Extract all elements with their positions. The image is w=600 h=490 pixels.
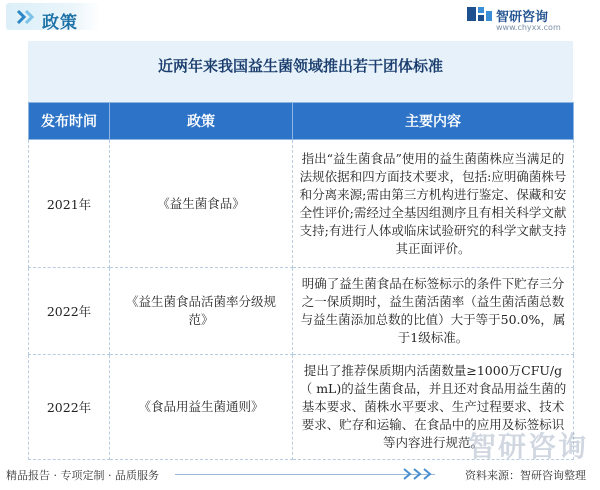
row-policy: 《益生菌食品活菌率分级规范》 [110, 268, 293, 355]
header [0, 0, 600, 36]
row-year: 2022年 [29, 268, 110, 355]
row-content: 指出“益生菌食品”使用的益生菌菌株应当满足的法规依据和四方面技术要求，包括:应明确菌株号和分离来源;需由第三方机构进行鉴定、保藏和安全性评价;需经过全基因组测序且有相关科学文献支持;有进行人体或临床试验研究的科学文献支持其正面评价。 [293, 140, 574, 268]
source-note: 资料来源：智研咨询整理 [465, 469, 586, 482]
table-row [29, 140, 574, 268]
row-content: 明确了益生菌食品在标签标示的条件下贮存三分之一保质期时，益生菌活菌率（益生菌活菌总数与益生菌添加总数的比值）大于等于50.0%，属于1级标准。 [293, 268, 574, 355]
brand-url: www.chyxx.com [496, 23, 561, 32]
row-year: 2021年 [29, 140, 110, 268]
row-content: 提出了推荐保质期内活菌数量≥1000万CFU/g（ mL)的益生菌食品，并且还对食品用益生菌的基本要求、菌株水平要求、生产过程要求、技术要求、贮存和运输、在食品中的应用及标签标识等内容进行规范。 [293, 355, 574, 460]
policy-table [28, 102, 574, 460]
brand [466, 3, 586, 33]
arrows-icon [400, 467, 440, 481]
row-policy: 《食品用益生菌通则》 [110, 355, 293, 460]
table-header-row [29, 103, 574, 140]
table-caption: 近两年来我国益生菌领域推出若干团体标准 [157, 57, 443, 75]
watermark: 智研咨询 [467, 430, 588, 463]
double-chevron-icon [16, 10, 36, 24]
column-header-content: 主要内容 [293, 103, 574, 140]
row-policy: 《益生菌食品》 [110, 140, 293, 268]
content-panel [28, 41, 573, 459]
footer [0, 461, 600, 490]
title-pill [6, 3, 100, 33]
column-header-date: 发布时间 [29, 103, 110, 140]
table-row [29, 268, 574, 355]
brand-logo-icon [466, 6, 494, 22]
row-year: 2022年 [29, 355, 110, 460]
column-header-policy: 政策 [110, 103, 293, 140]
footer-links: 精品报告 · 专项定制 · 品质服务 [6, 469, 159, 482]
page-title: 政策 [42, 13, 78, 33]
footer-divider [175, 474, 435, 475]
brand-name: 智研咨询 [496, 10, 549, 25]
